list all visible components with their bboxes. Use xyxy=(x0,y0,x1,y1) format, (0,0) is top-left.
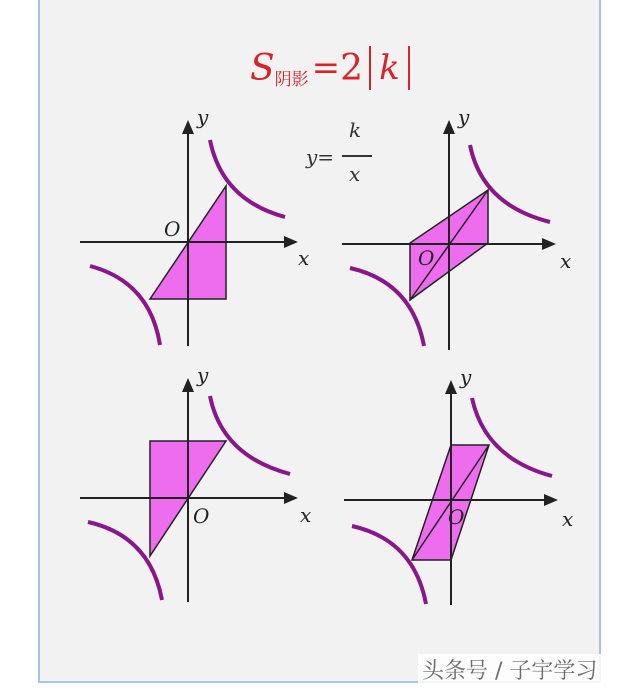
curve-q1 xyxy=(210,396,290,474)
x-axis-arrow xyxy=(284,236,298,248)
title-coefficient: 2 xyxy=(340,47,364,89)
equation-numerator: k xyxy=(349,118,362,142)
graph-bottom-right xyxy=(338,362,583,612)
y-label: y xyxy=(197,105,209,129)
curve-q1 xyxy=(472,398,552,476)
title-equals: = xyxy=(311,48,341,88)
y-label: y xyxy=(458,105,470,129)
graph-top-left xyxy=(75,105,315,358)
graph-bottom-left xyxy=(75,362,320,612)
x-axis-arrow xyxy=(542,238,556,250)
equation-lhs: y= xyxy=(306,145,335,169)
title-subscript: 阴影 xyxy=(274,69,309,90)
y-axis-arrow xyxy=(182,378,194,392)
curve-q3 xyxy=(352,526,426,604)
graph-top-right xyxy=(338,105,583,358)
x-label: x xyxy=(298,246,310,270)
origin-label: O xyxy=(193,504,210,528)
origin-label: O xyxy=(448,505,465,529)
y-axis-arrow xyxy=(443,120,455,134)
equation-denominator: x xyxy=(349,162,361,186)
y-label: y xyxy=(197,363,209,387)
title-abs-k: k xyxy=(369,46,410,90)
right-margin xyxy=(603,0,640,695)
origin-label: O xyxy=(418,246,435,270)
x-label: x xyxy=(562,507,574,531)
x-label: x xyxy=(300,503,312,527)
x-label: x xyxy=(560,249,572,273)
x-axis-arrow xyxy=(544,494,558,506)
formula-title xyxy=(250,40,410,96)
y-axis-arrow xyxy=(445,380,457,394)
x-axis-arrow xyxy=(284,492,298,504)
y-label: y xyxy=(460,365,472,389)
watermark: 头条号 / 子宇学习 xyxy=(418,654,601,685)
title-s: S xyxy=(250,47,275,89)
curve-q3 xyxy=(90,266,160,345)
y-axis-arrow xyxy=(182,120,194,134)
origin-label: O xyxy=(164,217,181,241)
